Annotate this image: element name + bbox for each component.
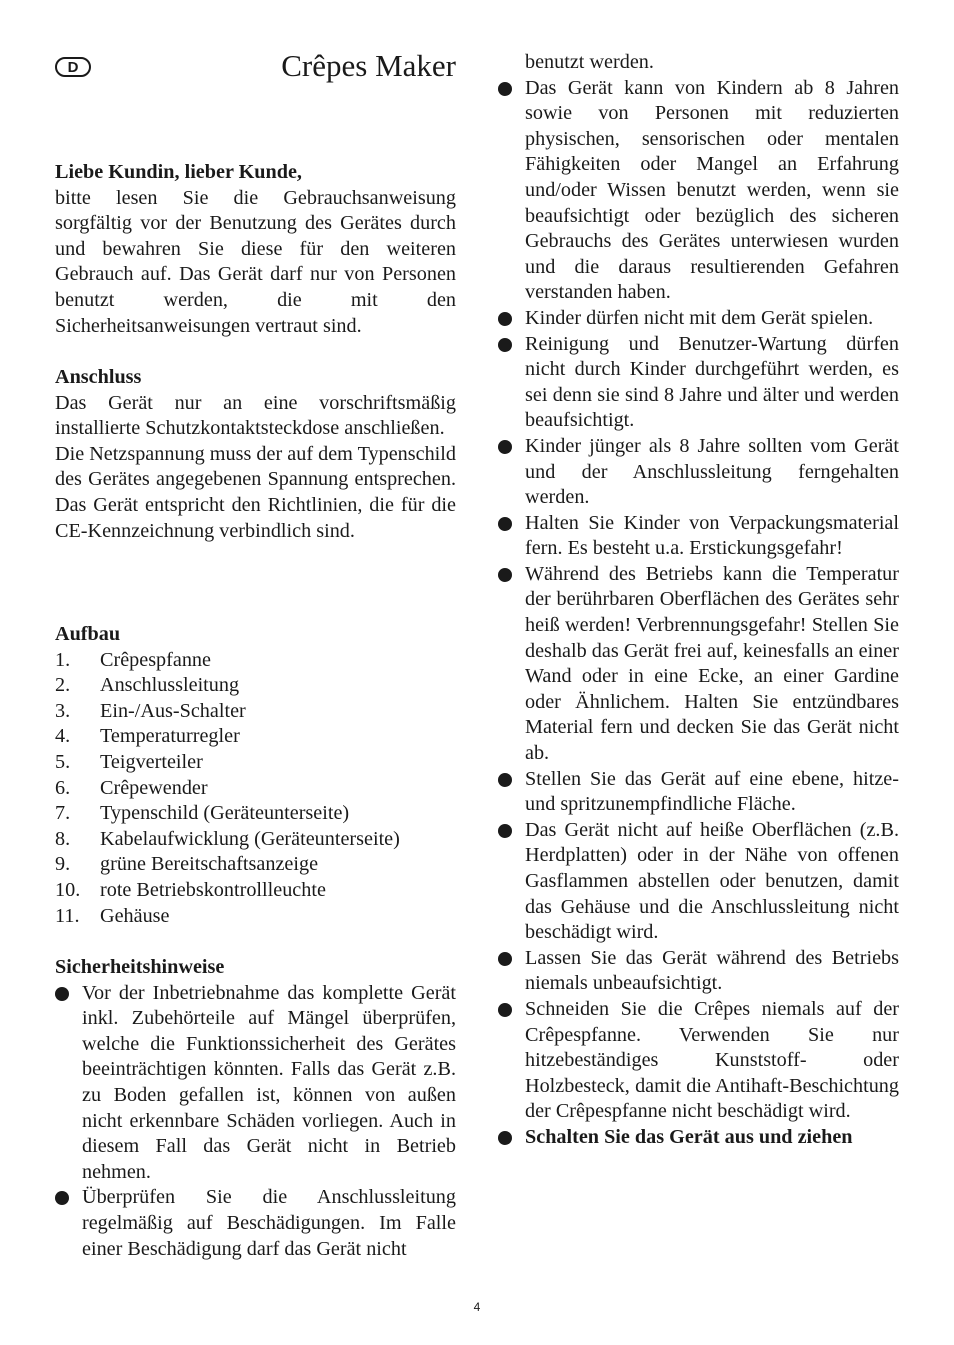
bullet-icon [498, 82, 512, 96]
bullet-icon [498, 338, 512, 352]
language-label: D [67, 58, 79, 76]
list-item [498, 562, 899, 767]
list-item [498, 76, 899, 306]
list-item [55, 776, 456, 802]
item-number: 7. [55, 802, 71, 825]
anschluss-heading: Anschluss [55, 366, 142, 388]
bullet-icon [55, 1191, 69, 1205]
item-text: Kinder dürfen nicht mit dem Gerät spielen. [525, 306, 874, 329]
item-label: grüne Bereitschaftsanzeige [100, 853, 319, 876]
list-item [55, 904, 456, 930]
item-label: Teigverteiler [100, 750, 203, 773]
item-label: Typenschild (Geräteunterseite) [100, 802, 350, 825]
item-text: Während des Betriebs kann die Temperatur der berührbaren Oberflächen des Gerätes sehr heiß werden! Verbrennungsgefahr! Stellen Sie deshalb das Gerät frei auf, keinesfalls an einer Wand oder in eine Ecke, an einer Gardine oder Ähnlichem. Halten Sie entzündbares Material fern und decken Sie das Gerät nicht ab. [525, 562, 899, 765]
safety-continuation [498, 50, 899, 1151]
list-item [498, 946, 899, 997]
list-item [55, 673, 456, 699]
item-number: 2. [55, 674, 71, 697]
list-item [55, 801, 456, 827]
item-number: 10. [55, 878, 81, 901]
item-label: Kabelaufwicklung (Geräteunterseite) [100, 827, 400, 850]
list-item [498, 306, 899, 332]
list-item [498, 434, 899, 511]
item-text: Halten Sie Kinder von Verpackungsmaterial fern. Es besteht u.a. Erstickungsgefahr! [525, 511, 899, 560]
item-text: Reinigung und Benutzer-Wartung dürfen nicht durch Kinder durchgeführt werden, es sei denn sie sind 8 Jahre und älter und werden beaufsichtigt. [525, 332, 899, 432]
list-item [498, 511, 899, 562]
item-label: Anschlussleitung [100, 674, 240, 697]
item-number: 6. [55, 776, 71, 799]
item-number: 3. [55, 699, 71, 722]
safety-list-right [498, 76, 899, 1151]
item-label: Crêpespfanne [100, 648, 211, 671]
item-number: 9. [55, 853, 71, 876]
item-number: 5. [55, 750, 71, 773]
continuation-text: benutzt werden. [525, 51, 654, 73]
item-number: 8. [55, 827, 71, 850]
item-label: Crêpewender [100, 776, 208, 799]
list-item [498, 1125, 899, 1151]
intro-heading: Liebe Kundin, lieber Kunde, [55, 161, 302, 183]
bullet-icon [498, 440, 512, 454]
safety-list-left [55, 981, 456, 1263]
bullet-icon [498, 773, 512, 787]
bullet-icon [55, 987, 69, 1001]
list-item [55, 827, 456, 853]
list-item [55, 750, 456, 776]
list-item [55, 878, 456, 904]
language-badge [55, 57, 91, 77]
item-text: Das Gerät kann von Kindern ab 8 Jahren sowie von Personen mit reduzierten physischen, sensorischen oder mentalen Fähigkeiten oder Mangel an Erfahrung und/oder Wissen benutzt werden, wenn sie beaufsichtigt oder bezüglich des sicheren Gebrauchs des Gerätes unterwiesen wurden und die daraus resultierenden Gefahren verstanden haben. [525, 76, 899, 304]
bullet-icon [498, 568, 512, 582]
list-item [55, 699, 456, 725]
item-text-bold: Schalten Sie das Gerät aus und ziehen [525, 1125, 853, 1148]
anschluss-paragraph-2: Die Netzspannung muss der auf dem Typenschild des Gerätes angegebenen Spannung entsprechen. Das Gerät entspricht den Richtlinien, die für die CE-Kennzeichnung verbindlich sind. [55, 442, 456, 542]
aufbau-heading: Aufbau [55, 623, 121, 645]
item-text: Kinder jünger als 8 Jahre sollten vom Gerät und der Anschlussleitung ferngehalten werden. [525, 434, 899, 509]
bullet-icon [498, 1003, 512, 1017]
item-number: 4. [55, 725, 71, 748]
list-item [55, 1185, 456, 1262]
item-text: Stellen Sie das Gerät auf eine ebene, hitze- und spritzunempfindliche Fläche. [525, 767, 899, 816]
item-label: Ein-/Aus-Schalter [100, 699, 246, 722]
page-number: 4 [473, 1300, 481, 1314]
item-label: Temperaturregler [100, 725, 240, 748]
item-label: Gehäuse [100, 904, 170, 927]
safety-heading: Sicherheitshinweise [55, 956, 225, 978]
intro-text: bitte lesen Sie die Gebrauchsanweisung sorgfältig vor der Benutzung des Gerätes durch und bewahren Sie diese für den weiteren Gebrauch auf. Das Gerät darf nur von Personen benutzt werden, die mit den Sicherheitsanweisungen vertraut sind. [55, 186, 456, 337]
list-item [498, 818, 899, 946]
item-text: Überprüfen Sie die Anschlussleitung regelmäßig auf Beschädigungen. Im Falle einer Beschädigung darf das Gerät nicht [82, 1186, 456, 1260]
item-text: Das Gerät nicht auf heiße Oberflächen (z.B. Herdplatten) oder in der Nähe von offenen Gasflammen abstellen oder benutzen, damit das Gehäuse und die Anschlussleitung nicht beschädigt wird. [525, 818, 899, 944]
anschluss-paragraph-1: Das Gerät nur an eine vorschriftsmäßig installierte Schutzkontaktsteckdose anschließen. [55, 391, 456, 440]
item-text: Vor der Inbetriebnahme das komplette Gerät inkl. Zubehörteile auf Mängel überprüfen, welche die Funktionssicherheit des Gerätes beeinträchtigen könnten. Falls das Gerät z.B. zu Boden gefallen ist, können von außen nicht erkennbare Schäden vorliegen. Auch in diesem Fall das Gerät nicht in Betrieb nehmen. [82, 981, 456, 1183]
item-number: 11. [55, 904, 80, 927]
item-text: Lassen Sie das Gerät während des Betriebs niemals unbeaufsichtigt. [525, 946, 899, 995]
intro-section [55, 160, 456, 339]
list-item [55, 981, 456, 1186]
list-item [55, 724, 456, 750]
list-item [55, 648, 456, 674]
bullet-icon [498, 1131, 512, 1145]
bullet-icon [498, 517, 512, 531]
list-item [55, 852, 456, 878]
item-number: 1. [55, 648, 71, 671]
parts-list [55, 648, 456, 930]
page-title: Crêpes Maker [281, 48, 456, 83]
list-item [498, 332, 899, 434]
aufbau-section [55, 622, 456, 929]
item-label: rote Betriebskontrollleuchte [100, 878, 326, 901]
safety-section [55, 955, 456, 1262]
list-item [498, 767, 899, 818]
item-text: Schneiden Sie die Crêpes niemals auf der Crêpespfanne. Verwenden Sie nur hitzebeständiges Kunststoff- oder Holzbesteck, damit die Antihaft-Beschichtung der Crêpespfanne nicht beschädigt wird. [525, 997, 899, 1123]
list-item [498, 997, 899, 1125]
bullet-icon [498, 952, 512, 966]
bullet-icon [498, 824, 512, 838]
anschluss-section [55, 365, 456, 544]
bullet-icon [498, 312, 512, 326]
